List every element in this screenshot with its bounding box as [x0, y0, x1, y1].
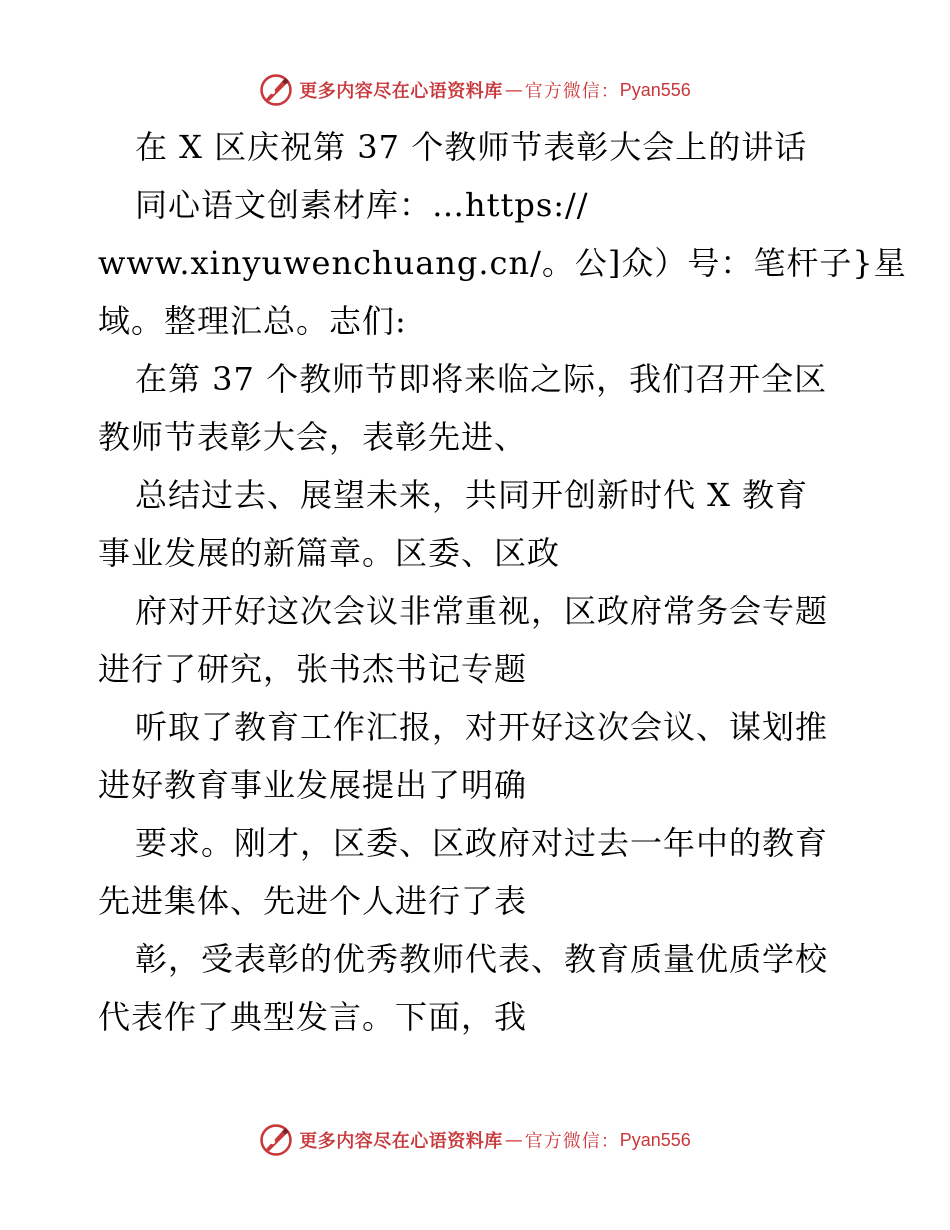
text-line: 彰，受表彰的优秀教师代表、教育质量优质学校	[135, 940, 829, 978]
text-line: 听取了教育工作汇报，对开好这次会议、谋划推	[135, 708, 829, 746]
text-line: 进行了研究，张书杰书记专题	[98, 650, 528, 688]
banner-label: 更多内容尽在心语资料库	[299, 81, 503, 102]
banner-wechat-label: 官方微信：	[524, 1131, 620, 1152]
text-line: 府对开好这次会议非常重视，区政府常务会专题	[135, 592, 829, 630]
header-banner	[0, 70, 950, 110]
document-title: 在 X 区庆祝第 37 个教师节表彰大会上的讲话	[135, 128, 808, 166]
banner-wechat-id: Pyan556	[619, 79, 691, 100]
text-line: 域。整理汇总。志们:	[98, 302, 407, 340]
banner-dash: —	[504, 79, 523, 101]
banner-wechat-id: Pyan556	[619, 1129, 691, 1150]
text-line: 教师节表彰大会，表彰先进、	[98, 418, 528, 456]
footer-banner	[0, 1120, 950, 1160]
text-line: 代表作了典型发言。下面，我	[98, 998, 528, 1036]
text-line: www.xinyuwenchuang.cn/。公]众）号：笔杆子}星	[98, 244, 907, 282]
text-line: 事业发展的新篇章。区委、区政	[98, 534, 561, 572]
text-line: 进好教育事业发展提出了明确	[98, 766, 528, 804]
text-line: 同心语文创素材库：…https://	[135, 186, 589, 224]
text-line: 要求。刚才，区委、区政府对过去一年中的教育	[135, 824, 829, 862]
pen-logo-icon	[259, 73, 293, 107]
text-line: 总结过去、展望未来，共同开创新时代 X 教育	[135, 476, 809, 514]
banner-label: 更多内容尽在心语资料库	[299, 1131, 503, 1152]
banner-wechat-label: 官方微信：	[524, 81, 620, 102]
document-body	[98, 118, 907, 1046]
pen-logo-icon	[259, 1123, 293, 1157]
banner-dash: —	[504, 1129, 523, 1151]
text-line: 先进集体、先进个人进行了表	[98, 882, 528, 920]
text-line: 在第 37 个教师节即将来临之际，我们召开全区	[135, 360, 828, 398]
